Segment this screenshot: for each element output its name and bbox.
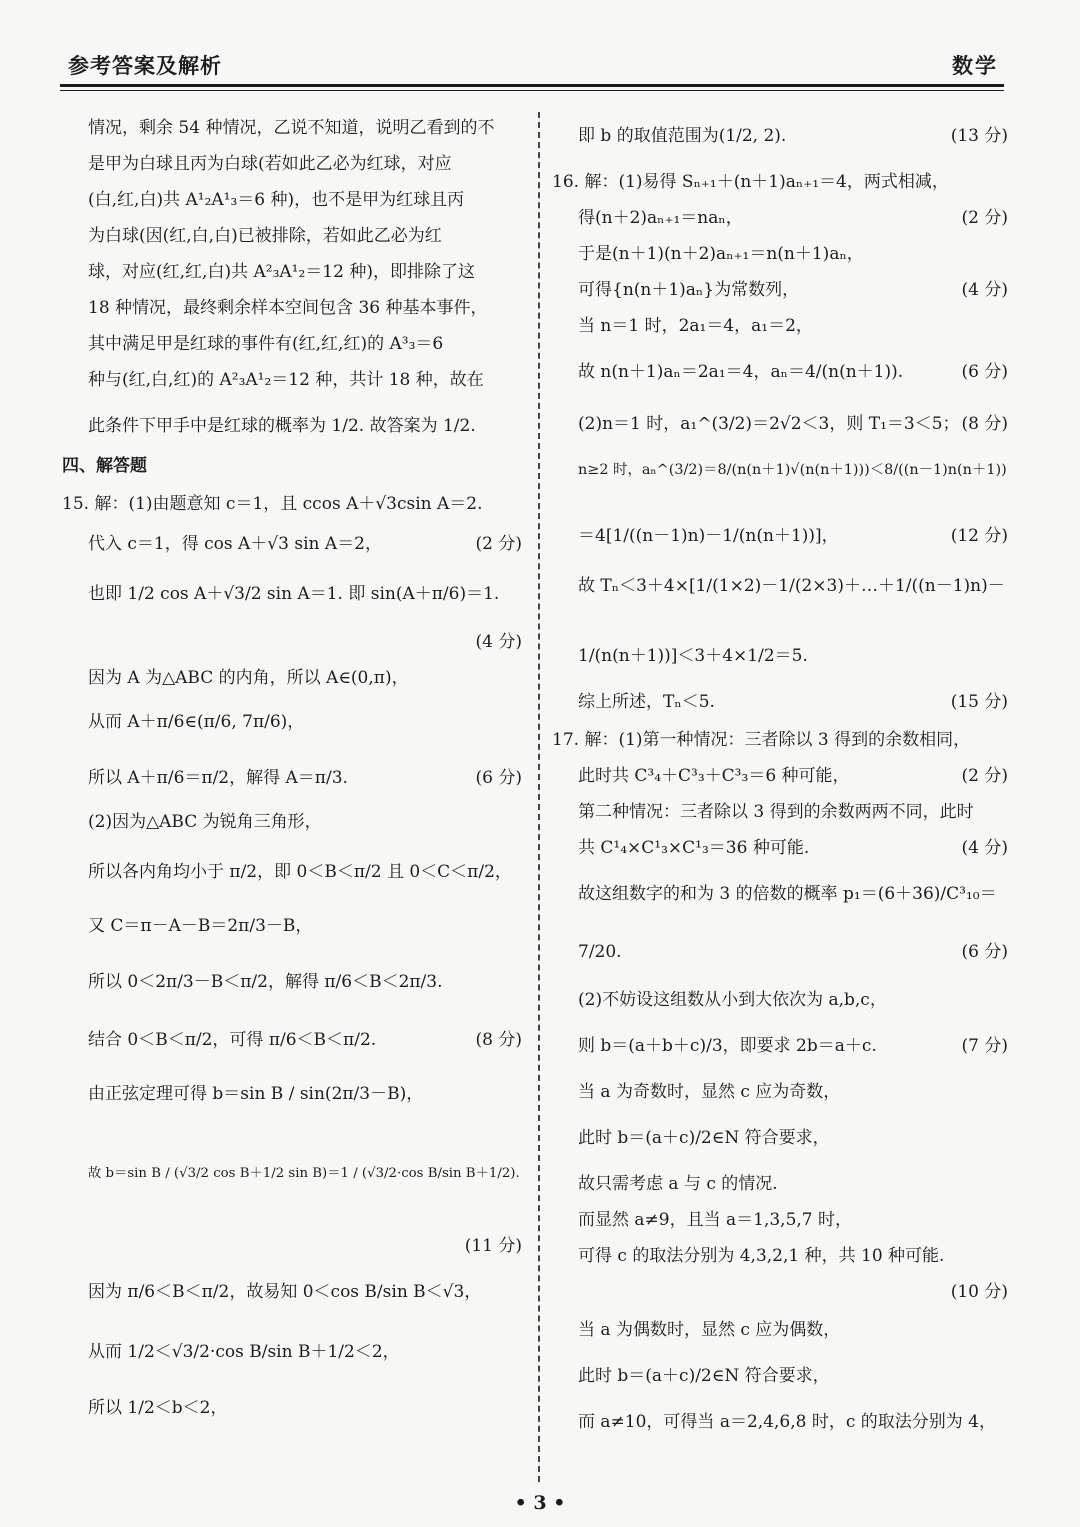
line-text: 故 n(n＋1)aₙ＝2a₁＝4，aₙ＝4/(n(n＋1)). <box>578 362 904 382</box>
text-line <box>552 1080 1008 1104</box>
text-line <box>552 1318 1008 1342</box>
text-line <box>552 1280 1008 1304</box>
score-marker: (2 分) <box>475 534 522 554</box>
score-marker: (12 分) <box>950 526 1008 546</box>
text-line <box>552 1172 1008 1196</box>
line-text: 可得 c 的取法分别为 4,3,2,1 种，共 10 种可能. <box>578 1246 945 1266</box>
line-text: 因为 A 为△ABC 的内角，所以 A∈(0,π)， <box>88 668 409 688</box>
score-marker: (6 分) <box>961 362 1008 382</box>
line-text: 当 a 为奇数时，显然 c 应为奇数， <box>578 1082 841 1102</box>
score-marker: (13 分) <box>950 126 1008 146</box>
text-line <box>62 1028 522 1052</box>
text-line <box>62 710 522 734</box>
line-text: 1/(n(n＋1))]＜3＋4×1/2＝5. <box>578 646 808 666</box>
text-line <box>62 492 522 516</box>
line-text: 是甲为白球且丙为白球(若如此乙必为红球，对应 <box>88 154 452 174</box>
line-text: 又 C＝π－A－B＝2π/3－B， <box>88 916 313 936</box>
text-line <box>62 414 522 438</box>
text-line <box>552 690 1008 714</box>
score-marker: (15 分) <box>950 692 1008 712</box>
text-line <box>552 940 1008 964</box>
line-text: 当 a 为偶数时，显然 c 应为偶数， <box>578 1320 841 1340</box>
score-marker: (7 分) <box>961 1036 1008 1056</box>
text-line <box>552 458 1008 482</box>
text-line <box>552 170 1008 194</box>
text-line <box>552 360 1008 384</box>
text-line <box>552 644 1008 668</box>
line-text: 四、解答题 <box>62 456 147 476</box>
text-line <box>62 152 522 176</box>
score-marker: (4 分) <box>961 838 1008 858</box>
text-line <box>62 970 522 994</box>
line-text: 结合 0＜B＜π/2，可得 π/6＜B＜π/2. <box>88 1030 377 1050</box>
score-marker: (4 分) <box>961 280 1008 300</box>
line-text: 共 C¹₄×C¹₃×C¹₃＝36 种可能. <box>578 838 810 858</box>
text-line <box>62 188 522 212</box>
score-marker: (11 分) <box>464 1236 522 1256</box>
line-text: 因为 π/6＜B＜π/2，故易知 0＜cos B/sin B＜√3， <box>88 1282 482 1302</box>
line-text: 此时共 C³₄＋C³₃＋C³₃＝6 种可能， <box>578 766 850 786</box>
text-line <box>552 1410 1008 1434</box>
text-line <box>552 800 1008 824</box>
header-rule-thick <box>60 84 1004 87</box>
text-line <box>552 574 1008 598</box>
line-text: 可得{n(n＋1)aₙ}为常数列， <box>578 280 800 300</box>
line-text: 代入 c＝1，得 cos A＋√3 sin A＝2， <box>88 534 382 554</box>
text-line <box>552 206 1008 230</box>
text-line <box>62 296 522 320</box>
line-text: 得(n＋2)aₙ₊₁＝naₙ， <box>578 208 743 228</box>
text-line <box>62 860 522 884</box>
text-line <box>552 764 1008 788</box>
text-line <box>62 1082 522 1106</box>
line-text: (2)n＝1 时，a₁^(3/2)＝2√2＜3，则 T₁＝3＜5； <box>578 414 960 434</box>
text-line <box>62 1162 522 1186</box>
text-line <box>62 1280 522 1304</box>
line-text: 当 n＝1 时，2a₁＝4，a₁＝2， <box>578 316 813 336</box>
line-text: 由正弦定理可得 b＝sin B / sin(2π/3－B)， <box>88 1084 424 1104</box>
line-text: 从而 1/2＜√3/2·cos B/sin B＋1/2＜2， <box>88 1342 400 1362</box>
text-line <box>62 630 522 654</box>
header-subject: 数学 <box>952 53 998 78</box>
line-text: 为白球(因(红,白,白)已被排除，若如此乙必为红 <box>88 226 442 246</box>
line-text: 所以各内角均小于 π/2，即 0＜B＜π/2 且 0＜C＜π/2， <box>88 862 512 882</box>
line-text: ＝4[1/((n－1)n)－1/(n(n＋1))]， <box>578 526 839 546</box>
text-line <box>62 582 522 606</box>
text-line <box>552 882 1008 906</box>
line-text: 种与(红,白,红)的 A²₃A¹₂＝12 种，共计 18 种，故在 <box>88 370 484 390</box>
line-text: 故只需考虑 a 与 c 的情况. <box>578 1174 778 1194</box>
line-text: 情况，剩余 54 种情况，乙说不知道，说明乙看到的不 <box>88 118 495 138</box>
line-text: 也即 1/2 cos A＋√3/2 sin A＝1. 即 sin(A＋π/6)＝1. <box>88 584 500 604</box>
score-marker: (8 分) <box>475 1030 522 1050</box>
line-text: 此条件下甲手中是红球的概率为 1/2. 故答案为 1/2. <box>88 416 476 436</box>
text-line <box>552 242 1008 266</box>
line-text: 此时 b＝(a＋c)/2∈N 符合要求， <box>578 1366 830 1386</box>
header-title: 参考答案及解析 <box>68 53 222 78</box>
line-text: 于是(n＋1)(n＋2)aₙ₊₁＝n(n＋1)aₙ， <box>578 244 864 264</box>
text-line <box>62 1396 522 1420</box>
text-line <box>552 1034 1008 1058</box>
line-text: 球，对应(红,红,白)共 A²₃A¹₂＝12 种)，即排除了这 <box>88 262 475 282</box>
text-line <box>552 314 1008 338</box>
text-line <box>552 728 1008 752</box>
text-line <box>62 914 522 938</box>
text-line <box>552 1208 1008 1232</box>
page-number: • 3 • <box>514 1492 566 1514</box>
column-divider <box>538 112 540 1482</box>
text-line <box>62 260 522 284</box>
score-marker: (2 分) <box>961 208 1008 228</box>
line-text: 故 Tₙ＜3＋4×[1/(1×2)－1/(2×3)＋…＋1/((n－1)n)－ <box>578 576 1005 596</box>
line-text: 18 种情况，最终剩余样本空间包含 36 种基本事件， <box>88 298 488 318</box>
text-line <box>62 116 522 140</box>
score-marker: (4 分) <box>475 632 522 652</box>
line-text: (白,红,白)共 A¹₂A¹₃＝6 种)，也不是甲为红球且丙 <box>88 190 465 210</box>
line-text: 故 b＝sin B / (√3/2 cos B＋1/2 sin B)＝1 / (√3/2·cos B/sin B＋1/2). <box>88 1166 520 1181</box>
text-line <box>552 1126 1008 1150</box>
line-text: 所以 1/2＜b＜2， <box>88 1398 228 1418</box>
score-marker: (6 分) <box>475 768 522 788</box>
line-text: 16. 解：(1)易得 Sₙ₊₁＋(n＋1)aₙ₊₁＝4，两式相减， <box>552 172 949 192</box>
line-text: 15. 解：(1)由题意知 c＝1，且 ccos A＋√3csin A＝2. <box>62 494 483 514</box>
line-text: 其中满足甲是红球的事件有(红,红,红)的 A³₃＝6 <box>88 334 444 354</box>
header-rule-thin <box>60 90 1004 91</box>
line-text: 故这组数字的和为 3 的倍数的概率 p₁＝(6＋36)/C³₁₀＝ <box>578 884 997 904</box>
text-line <box>62 666 522 690</box>
line-text: 所以 A＋π/6＝π/2，解得 A＝π/3. <box>88 768 348 788</box>
text-line <box>62 766 522 790</box>
text-line <box>62 1340 522 1364</box>
line-text: (2)不妨设这组数从小到大依次为 a,b,c， <box>578 990 887 1010</box>
text-line <box>62 532 522 556</box>
score-marker: (8 分) <box>961 414 1008 434</box>
line-text: 此时 b＝(a＋c)/2∈N 符合要求， <box>578 1128 830 1148</box>
text-line <box>62 224 522 248</box>
text-line <box>62 332 522 356</box>
line-text: n≥2 时，aₙ^(3/2)＝8/(n(n＋1)√(n(n＋1)))＜8/((n－1)n(n＋1)) <box>578 462 1007 478</box>
text-line <box>552 836 1008 860</box>
text-line <box>62 1234 522 1258</box>
text-line <box>552 1244 1008 1268</box>
score-marker: (2 分) <box>961 766 1008 786</box>
text-line <box>62 810 522 834</box>
text-line <box>552 412 1008 436</box>
line-text: 而 a≠10，可得当 a＝2,4,6,8 时，c 的取法分别为 4， <box>578 1412 996 1432</box>
line-text: (2)因为△ABC 为锐角三角形， <box>88 812 322 832</box>
text-line <box>62 454 522 478</box>
line-text: 17. 解：(1)第一种情况：三者除以 3 得到的余数相同， <box>552 730 971 750</box>
line-text: 即 b 的取值范围为(1/2, 2). <box>578 126 787 146</box>
text-line <box>552 124 1008 148</box>
text-line <box>552 524 1008 548</box>
line-text: 第二种情况：三者除以 3 得到的余数两两不同，此时 <box>578 802 974 822</box>
text-line <box>552 1364 1008 1388</box>
line-text: 综上所述，Tₙ＜5. <box>578 692 715 712</box>
line-text: 7/20. <box>578 942 622 962</box>
text-line <box>552 988 1008 1012</box>
line-text: 而显然 a≠9，且当 a＝1,3,5,7 时， <box>578 1210 853 1230</box>
score-marker: (10 分) <box>950 1282 1008 1302</box>
line-text: 从而 A＋π/6∈(π/6, 7π/6)， <box>88 712 305 732</box>
text-line <box>62 368 522 392</box>
line-text: 则 b＝(a＋b＋c)/3，即要求 2b＝a＋c. <box>578 1036 877 1056</box>
score-marker: (6 分) <box>961 942 1008 962</box>
text-line <box>552 278 1008 302</box>
line-text: 所以 0＜2π/3－B＜π/2，解得 π/6＜B＜2π/3. <box>88 972 443 992</box>
